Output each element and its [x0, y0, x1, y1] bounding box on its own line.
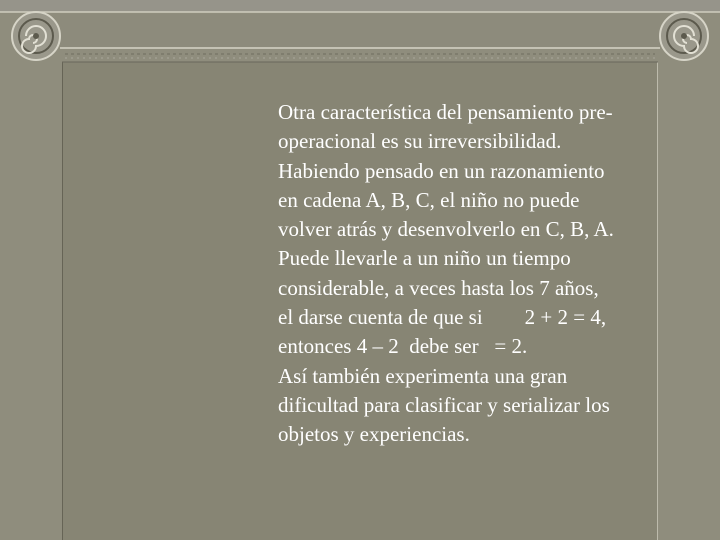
text-line: Así también experimenta una gran — [278, 363, 568, 388]
left-column-shaft — [0, 62, 62, 540]
text-line: entonces 4 – 2 debe ser = 2. — [278, 334, 528, 359]
body-text — [278, 98, 698, 450]
text-line: dificultad para clasificar y serializar los — [278, 392, 610, 417]
text-line: el darse cuenta de que si 2 + 2 = 4, — [278, 305, 607, 330]
text-line: volver atrás y desenvolverlo en C, B, A. — [278, 217, 614, 242]
right-volute-icon — [660, 12, 708, 60]
text-line: Habiendo pensado en un razonamiento — [278, 158, 605, 183]
text-line: operacional es su irreversibilidad. — [278, 129, 562, 154]
left-volute-icon — [12, 12, 60, 60]
top-beam — [0, 0, 720, 12]
text-line: Otra característica del pensamiento pre- — [278, 100, 613, 124]
capital-band — [60, 14, 660, 48]
text-line: en cadena A, B, C, el niño no puede — [278, 187, 580, 212]
text-line: Puede llevarle a un niño un tiempo — [278, 246, 571, 271]
text-line: objetos y experiencias. — [278, 422, 470, 447]
text-line: considerable, a veces hasta los 7 años, — [278, 275, 599, 300]
